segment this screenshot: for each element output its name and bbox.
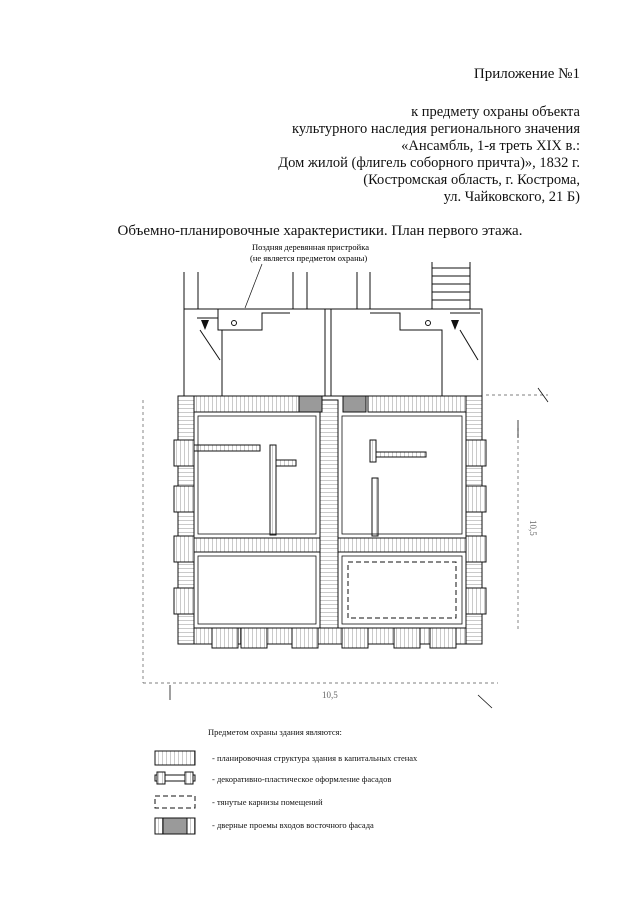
note-leader-line [245, 264, 262, 308]
protection-subject-caption [278, 104, 580, 206]
legend-item [154, 815, 574, 837]
stair-arrow-icon [201, 320, 459, 330]
legend-text: - декоративно-пластическое оформление фасадов [212, 774, 392, 784]
drawn-cornice-dashed [348, 562, 456, 618]
subject-line: ул. Чайковского, 21 Б) [443, 189, 580, 205]
subject-line: культурного наследия регионального значения [292, 121, 580, 137]
door-opening-icon [154, 815, 204, 837]
subject-line: Дом жилой (флигель соборного причта)», 1832 г. [278, 155, 580, 171]
legend-text: - дверные проемы входов восточного фасада [212, 820, 374, 830]
legend-text: - планировочная структура здания в капитальных стенах [212, 753, 418, 763]
capital-walls [178, 396, 482, 644]
plan-note-line: (не является предметом охраны) [250, 253, 368, 263]
subject-line: к предмету охраны объекта [411, 104, 580, 120]
appendix-label: Приложение №1 [473, 66, 580, 82]
legend-item [154, 748, 574, 770]
legend-text: - тянутые карнизы помещений [212, 797, 323, 807]
legend-item [154, 792, 574, 814]
dimension-label-vertical: 10,5 [528, 520, 538, 536]
plan-title: Объемно-планировочные характеристики. План первого этажа. [117, 223, 523, 239]
legend-title: Предметом охраны здания являются: [208, 727, 342, 737]
subject-line: «Ансамбль, 1-я треть XIX в.: [401, 138, 580, 154]
legend-item [154, 769, 574, 791]
dimension-label-horizontal: 10,5 [322, 690, 338, 700]
plan-note-line: Поздняя деревянная пристройка [252, 242, 370, 252]
wooden-annex [184, 262, 482, 396]
pilaster-icon [154, 769, 204, 789]
floor-plan-drawing [0, 240, 640, 710]
subject-line: (Костромская область, г. Кострома, [363, 172, 580, 188]
dashed-rect-icon [154, 792, 204, 812]
hatched-wall-icon [154, 748, 204, 768]
